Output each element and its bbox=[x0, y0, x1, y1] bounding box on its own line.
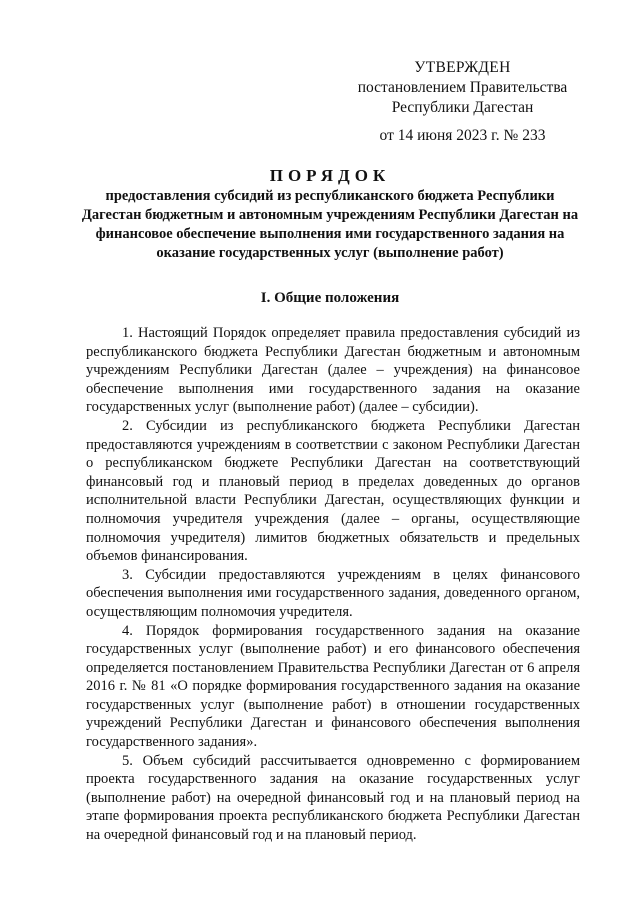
document-subtitle: предоставления субсидий из республиканского бюджета Республики Дагестан бюджетным и автономным учреждениям Республики Дагестан на финансовое обеспечение выполнения ими государственного задания на оказание государственных услуг (выполнение работ) bbox=[81, 188, 579, 261]
paragraph-1: 1. Настоящий Порядок определяет правила предоставления субсидий из республиканского бюджета Республики Дагестан бюджетным и автономным учреждениям Республики Дагестан (далее – учреждения) на финансовое обеспечение выполнения ими государственного задания на оказание государственных услуг (выполнение работ) (далее – субсидии). bbox=[86, 325, 580, 416]
approval-line-2: Республики Дагестан bbox=[391, 99, 534, 116]
paragraph-5: 5. Объем субсидий рассчитывается одновременно с формированием проекта государственного задания на оказание государственных услуг (выполнение работ) на очередной финансовый год и на плановый период на этапе формирования проекта республиканского бюджета Республики Дагестан на очередной финансовый год и на плановый период. bbox=[86, 752, 580, 844]
document-title: ПОРЯДОК bbox=[269, 166, 391, 185]
document-heading bbox=[80, 165, 580, 263]
paragraph-4: 4. Порядок формирования государственного задания на оказание государственных услуг (выполнение работ) и его финансового обеспечения определяется постановлением Правительства Республики Дагестан от 6 апреля 2016 г. № 81 «О порядке формирования государственного задания на оказание государственных услуг (выполнение работ) в отношении государственных учреждений Республики Дагестан и финансового обеспечения выполнения государственного задания». bbox=[86, 622, 580, 751]
paragraph-3: 3. Субсидии предоставляются учреждениям в целях финансового обеспечения выполнения ими государственного задания, доведенного органом, осуществляющим полномочия учредителя. bbox=[86, 566, 580, 620]
approval-line-1: постановлением Правительства bbox=[357, 79, 568, 96]
section-title: I. Общие положения bbox=[260, 290, 400, 306]
paragraph-2: 2. Субсидии из республиканского бюджета Республики Дагестан предоставляются учреждениям в соответствии с законом Республики Дагестан о республиканском бюджете Республики Дагестан на соответствующий финансовый год и плановый период в пределах доведенных до органов исполнительной власти Республики Дагестан, осуществляющих функции и полномочия учредителя учреждения (далее – органы, осуществляющие полномочия учредителя) лимитов бюджетных обязательств и предельных объемов финансирования. bbox=[86, 417, 580, 565]
approval-date: от 14 июня 2023 г. № 233 bbox=[379, 127, 546, 144]
document-body bbox=[86, 324, 580, 845]
approval-title: УТВЕРЖДЕН bbox=[414, 59, 511, 76]
approval-stamp bbox=[355, 58, 570, 146]
